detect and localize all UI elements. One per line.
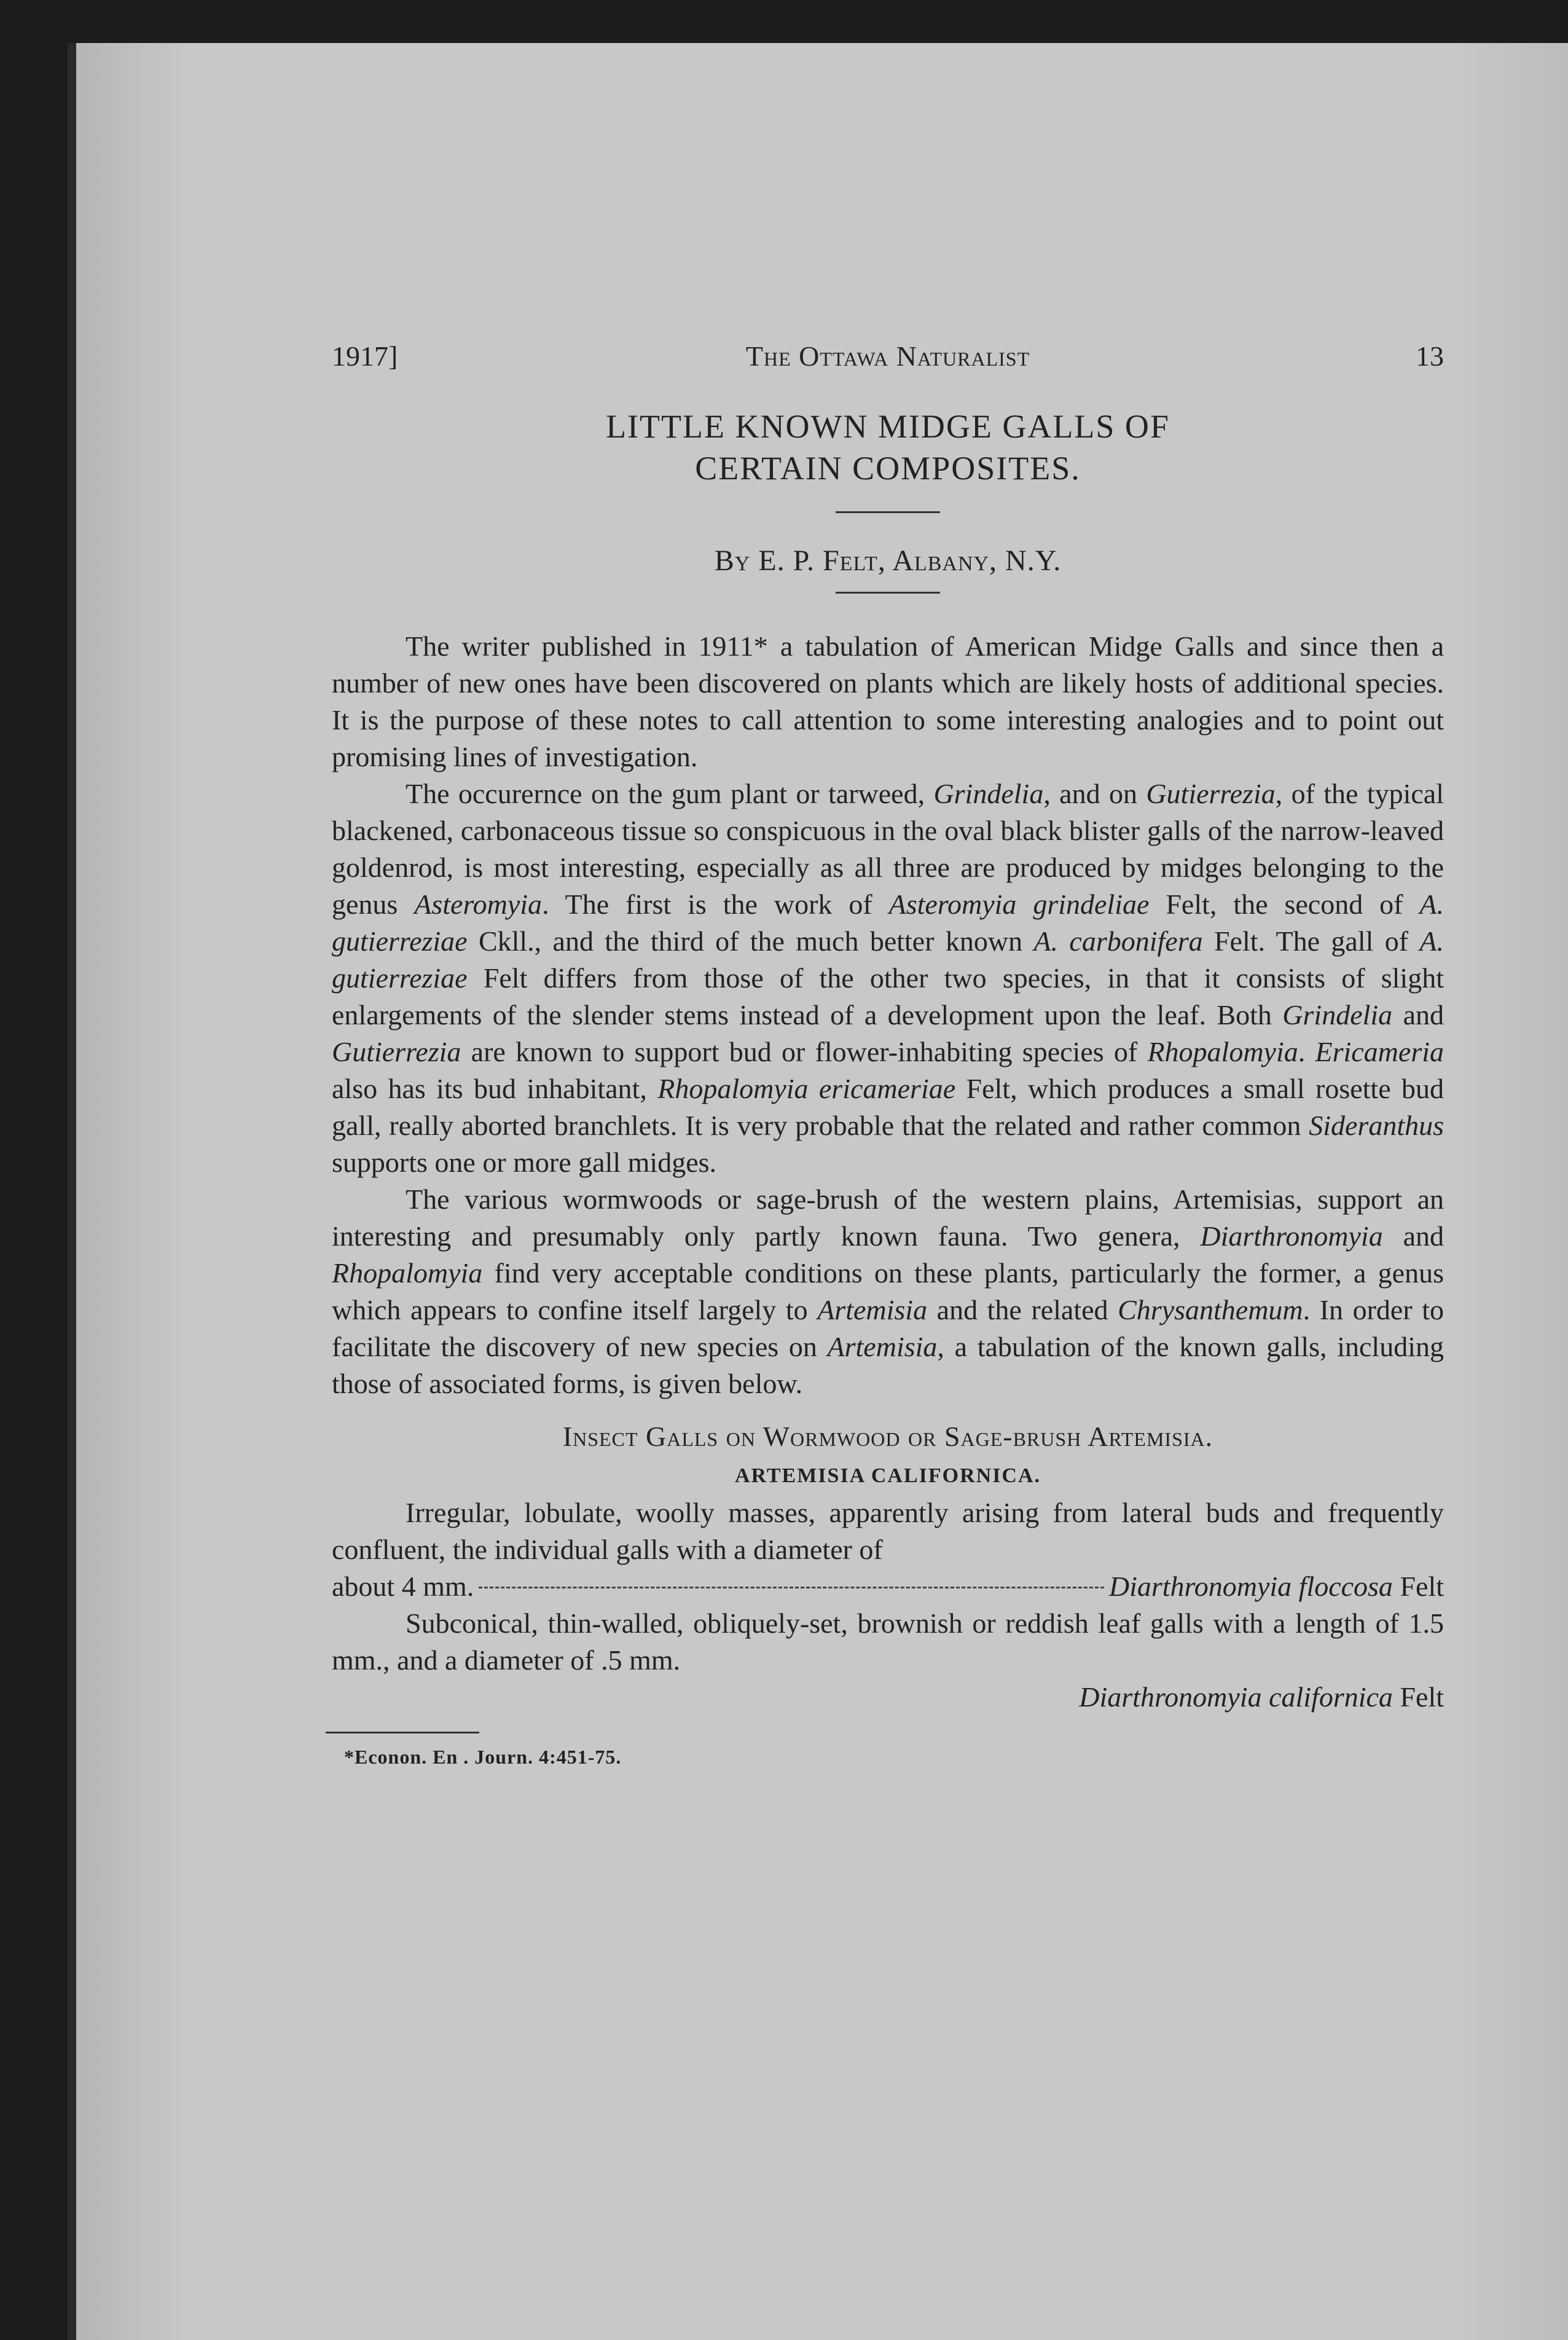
scanned-page: [68, 43, 1568, 2340]
page-number: 13: [1416, 340, 1444, 372]
gall-entry-2-species: Diarthronomyia californica Felt: [1079, 1681, 1444, 1713]
gall-entry-2-description: Subconical, thin-walled, obliquely-set, brownish or reddish leaf galls with a length of 1.5 mm., and a diameter of .5 mm.: [332, 1608, 1444, 1676]
article-title-line-1: LITTLE KNOWN MIDGE GALLS OF: [606, 408, 1170, 445]
gall-entry-1-lead-line: [332, 1568, 1444, 1605]
running-head-year: 1917]: [332, 340, 398, 372]
section-heading: Insect Galls on Wormwood or Sage-brush Artemisia.: [562, 1421, 1213, 1452]
byline-rule: [836, 592, 940, 594]
byline: By E. P. Felt, Albany, N.Y.: [714, 544, 1062, 577]
subsection-heading: ARTEMISIA CALIFORNICA.: [734, 1464, 1041, 1487]
running-head-journal: The Ottawa Naturalist: [745, 340, 1030, 372]
running-head: [332, 338, 1444, 387]
page-content: [332, 338, 1444, 1775]
gall-entry-2: [332, 1605, 1444, 1716]
footnote-rule: [326, 1732, 479, 1733]
article-body: [332, 628, 1444, 1402]
footnote: *Econon. En . Journ. 4:451-75.: [344, 1746, 622, 1768]
leader-dashes: [479, 1587, 1104, 1588]
article-title-line-2: CERTAIN COMPOSITES.: [695, 450, 1081, 487]
gall-entry-1-description: Irregular, lobulate, woolly masses, apparently arising from lateral buds and frequently confluent, the individual galls with a diameter of: [332, 1497, 1444, 1565]
gall-entry-1-size: about 4 mm.: [332, 1571, 474, 1602]
paragraph-1: The writer published in 1911* a tabulation of American Midge Galls and since then a number of new ones have been discovered on plants which are likely hosts of additional species. It is the purpose of these notes to call attention to some interesting analogies and to point out promising lines of investigation.: [332, 630, 1444, 772]
article-title: [332, 406, 1444, 489]
paragraph-3: The various wormwoods or sage-brush of the western plains, Artemisias, support an interesting and presumably only partly known fauna. Two genera, Diarthronomyia and Rhopalomyia find very acceptable conditions on these plants, particularly the former, a genus which appears to confine itself largely to Artemisia and the related Chrysanthemum. In order to facilitate the discovery of new species on Artemisia, a tabulation of the known galls, including those of associated forms, is given below.: [332, 1184, 1445, 1399]
gall-entry-1: [332, 1494, 1444, 1605]
gall-entry-1-species: Diarthronomyia floccosa Felt: [1108, 1571, 1444, 1602]
binding-edge: [68, 43, 76, 2340]
title-rule: [836, 511, 940, 513]
paragraph-2: The occurernce on the gum plant or tarweed, Grindelia, and on Gutierrezia, of the typical blackened, carbonaceous tissue so conspicuous in the oval black blister galls of the narrow-leaved goldenrod, is most interesting, especially as all three are produced by midges belonging to the genus Asteromyia. The first is the work of Asteromyia grindeliae Felt, the second of A. gutierreziae Ckll., and the third of the much better known A. carbonifera Felt. The gall of A. gutierreziae Felt differs from those of the other two species, in that it consists of slight enlargements of the slender stems instead of a development upon the leaf. Both Grindelia and Gutierrezia are known to support bud or flower-inhabiting species of Rhopalomyia. Ericameria also has its bud inhabitant, Rhopalomyia ericameriae Felt, which produces a small rosette bud gall, really aborted branchlets. It is very probable that the related and rather common Sideranthus supports one or more gall midges.: [332, 778, 1444, 1178]
